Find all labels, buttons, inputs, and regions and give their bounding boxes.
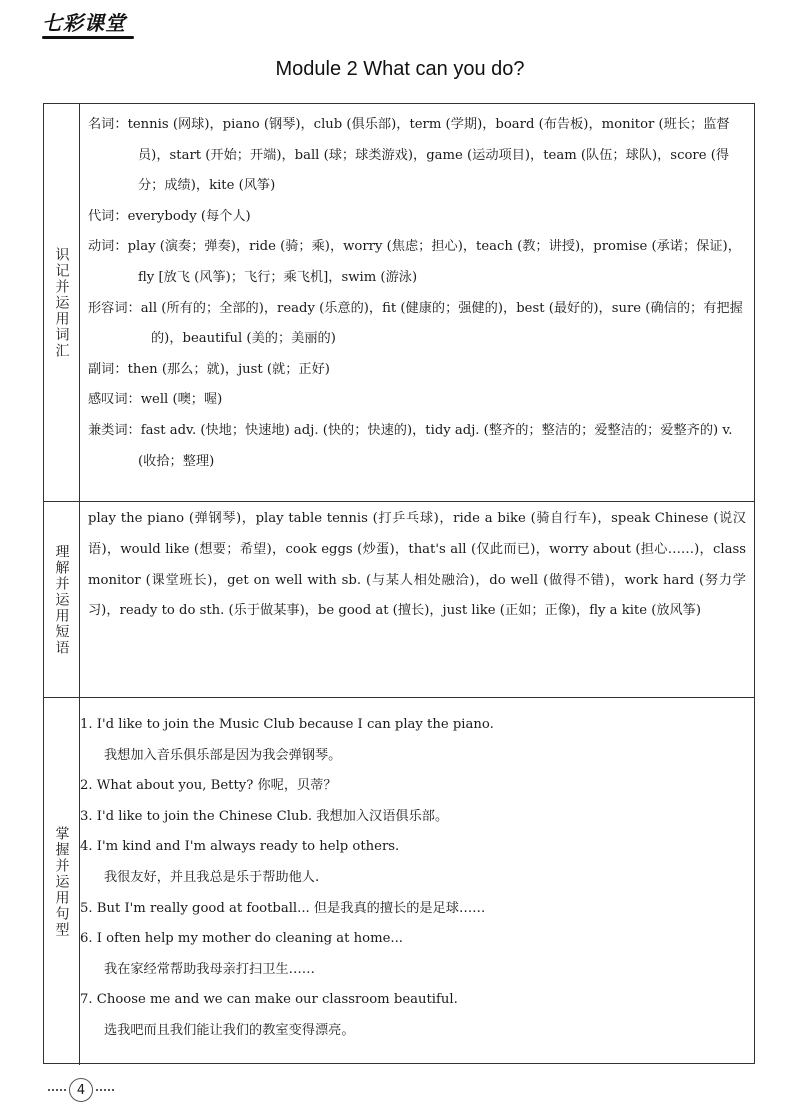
brand-underline bbox=[42, 36, 134, 39]
sentences-content bbox=[80, 698, 754, 1065]
vocab-line-verb: 动词：play (演奏；弹奏)，ride (骑；乘)，worry (焦虑；担心)，teach (教；讲授)，promise (承诺；保证)，fly [放飞 (风筝)；飞行；乘飞机]，swim (游泳) bbox=[88, 239, 741, 285]
sentence-item: 6. I often help my mother do cleaning at home... 我在家经常帮助我母亲打扫卫生…… bbox=[80, 931, 403, 977]
brand-logo bbox=[42, 8, 126, 34]
sentence-item: 7. Choose me and we can make our classroom beautiful. 选我吧而且我们能让我们的教室变得漂亮。 bbox=[80, 992, 458, 1038]
brand-text: 七彩课堂 bbox=[42, 10, 126, 35]
vocab-content bbox=[80, 104, 754, 501]
sentences-row bbox=[44, 698, 754, 1065]
sentence-item: 3. I'd like to join the Chinese Club. 我想加入汉语俱乐部。 bbox=[80, 808, 449, 824]
phrases-label: 理解并运用短语 bbox=[44, 502, 80, 697]
vocab-line-multi-class: 兼类词：fast adv. (快地；快速地) adj. (快的；快速的)，tidy adj. (整齐的；整洁的；爱整洁的；爱整齐的) v. (收拾；整理) bbox=[88, 422, 733, 469]
page-number-dots-left bbox=[48, 1089, 66, 1091]
phrases-row bbox=[44, 502, 754, 698]
sentence-item: 5. But I'm really good at football... 但是我真的擅长的是足球…… bbox=[80, 900, 486, 916]
page-number-circle: 4 bbox=[69, 1078, 93, 1102]
vocab-line-noun: 名词：tennis (网球)，piano (钢琴)，club (俱乐部)，term (学期)，board (布告板)，monitor (班长；监督员)，start (开始；开端)，ball (球；球类游戏)，game (运动项目)，team (队伍；球队)，score (得分；成绩)，kite (风筝) bbox=[88, 117, 730, 194]
sentence-item: 4. I'm kind and I'm always ready to help others. 我很友好，并且我总是乐于帮助他人. bbox=[80, 839, 400, 885]
page-number bbox=[48, 1080, 114, 1100]
phrases-content: play the piano (弹钢琴)，play table tennis (打乒乓球)，ride a bike (骑自行车)，speak Chinese (说汉语)，would like (想要；希望)，cook eggs (炒蛋)，that's all (仅此而已)，worry about (担心……)，class monitor (课堂班长)，get on well with sb. (与某人相处融洽)，do well (做得不错)，work hard (努力学习)，ready to do sth. (乐于做某事)，be good at (擅长)，just like (正如；正像)，fly a kite (放风筝) bbox=[88, 511, 746, 619]
vocab-label: 识记并运用词汇 bbox=[44, 104, 80, 501]
sentence-item: 1. I'd like to join the Music Club because I can play the piano. 我想加入音乐俱乐部是因为我会弹钢琴。 bbox=[80, 717, 494, 763]
sentence-item: 2. What about you, Betty? 你呢，贝蒂？ bbox=[80, 778, 337, 794]
vocab-row bbox=[44, 104, 754, 502]
summary-table bbox=[43, 103, 755, 1064]
vocab-line-pronoun: 代词：everybody (每个人) bbox=[88, 208, 251, 224]
vocab-line-adverb: 副词：then (那么；就)，just (就；正好) bbox=[88, 361, 330, 377]
sentences-label: 掌握并运用句型 bbox=[44, 698, 80, 1065]
page-title: Module 2 What can you do? bbox=[275, 58, 525, 80]
vocab-line-adjective: 形容词：all (所有的；全部的)，ready (乐意的)，fit (健康的；强健的)，best (最好的)，sure (确信的；有把握的)，beautiful (美的；美丽的) bbox=[88, 300, 743, 347]
page-number-dots-right bbox=[96, 1089, 114, 1091]
vocab-line-interjection: 感叹词：well (噢；喔) bbox=[88, 392, 223, 408]
